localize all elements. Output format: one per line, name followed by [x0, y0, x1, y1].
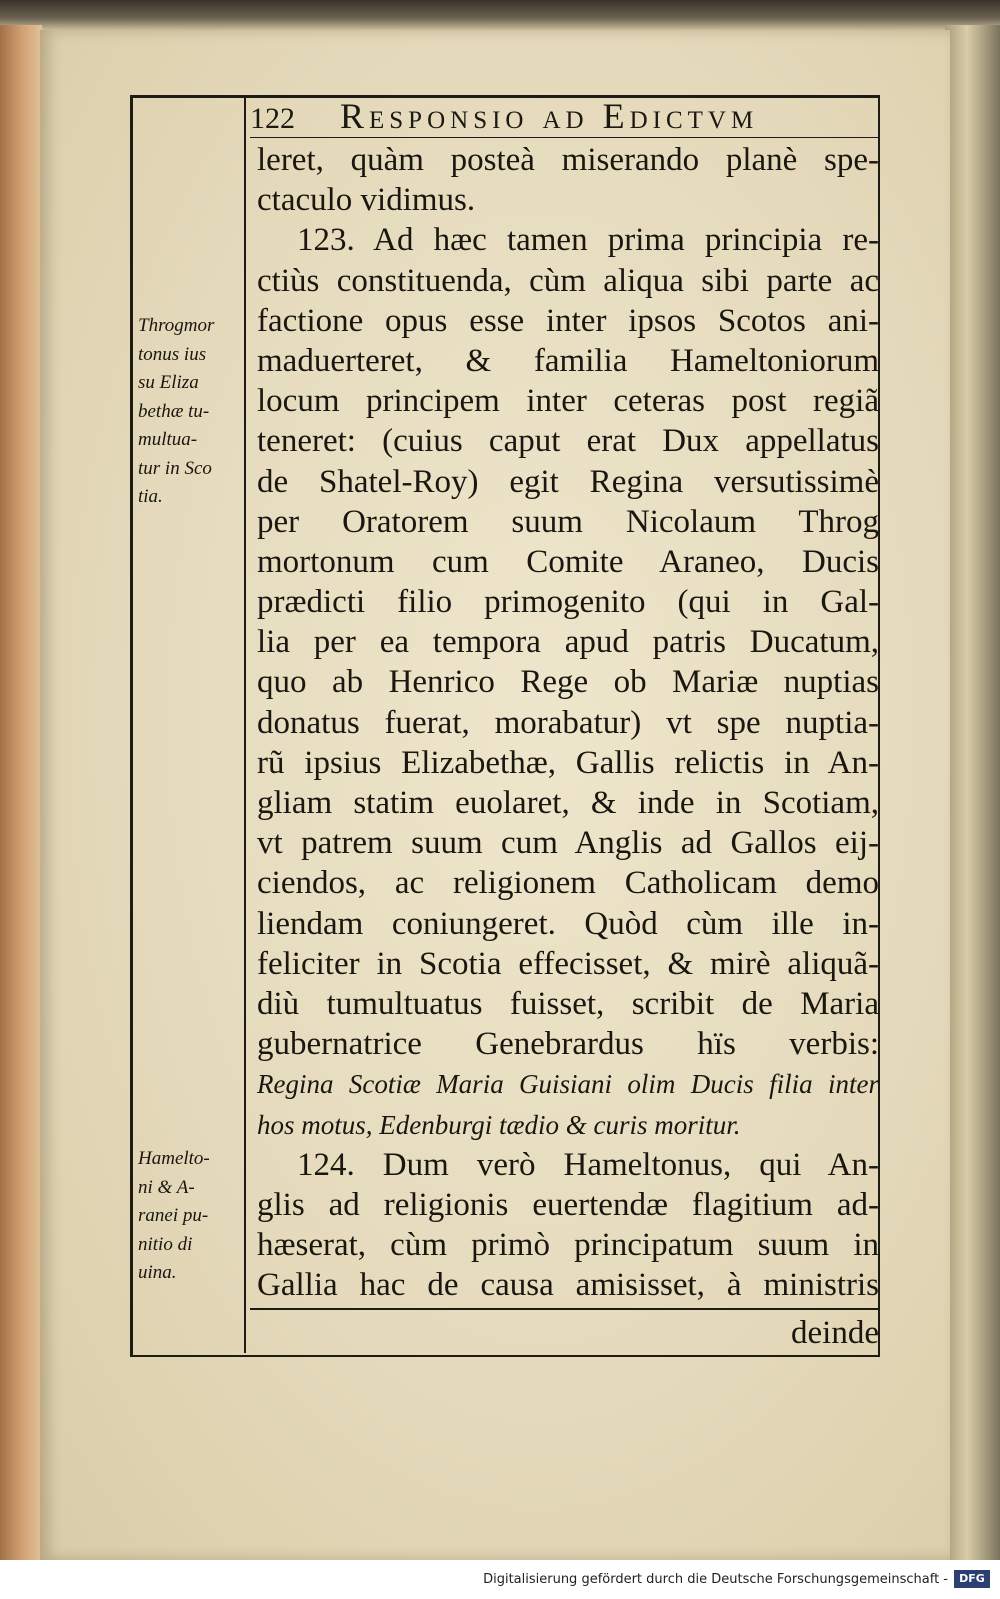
text-line: donatus fuerat, morabatur) vt spe nuptia- — [257, 704, 879, 741]
text-line: liendam coniungeret. Quòd cùm ille in- — [257, 905, 879, 942]
margin-note-line: tur in Sco — [138, 457, 212, 479]
book-spine — [0, 25, 42, 1560]
text-line: diù tumultuatus fuisset, scribit de Maria — [257, 985, 879, 1022]
margin-note-line: bethæ tu- — [138, 400, 210, 422]
frame-left-rule — [130, 95, 133, 1355]
text-line: vt patrem suum cum Anglis ad Gallos eij- — [257, 825, 879, 862]
text-line: quo ab Henrico Rege ob Mariæ nuptias — [257, 664, 879, 701]
margin-note-line: Hamelto- — [138, 1148, 210, 1169]
margin-note-line: uina. — [138, 1262, 177, 1283]
dfg-logo: DFG — [954, 1570, 990, 1588]
text-line: feliciter in Scotia effecisset, & mirè aliquã- — [257, 945, 879, 982]
text-line: 124. Dum verò Hameltonus, qui An- — [297, 1146, 879, 1183]
page-number: 122 — [250, 102, 295, 135]
frame-header-rule — [250, 137, 880, 138]
text-line: teneret: (cuius caput erat Dux appellatus — [257, 423, 879, 460]
margin-note-line: su Eliza — [138, 372, 199, 393]
margin-note-line: Throgmor — [138, 315, 215, 336]
text-line: hæserat, cùm primò principatum suum in — [257, 1227, 879, 1264]
margin-note-line: ranei pu- — [138, 1205, 209, 1226]
text-line: maduerteret, & familia Hameltoniorum — [257, 342, 879, 379]
text-line: glis ad religionis euertendæ flagitium ad- — [257, 1186, 879, 1223]
frame-bottom-rule — [130, 1355, 880, 1357]
italic-quote-line: Regina Scotiæ Maria Guisiani olim Ducis filia inter — [257, 1069, 879, 1100]
margin-note-line: tia. — [138, 486, 163, 507]
text-line: ciendos, ac religionem Catholicam demo — [257, 865, 879, 902]
body-text — [257, 140, 879, 1354]
margin-note-throgmorton — [138, 312, 248, 512]
text-line: mortonum cum Comite Araneo, Ducis — [257, 543, 879, 580]
text-line: gliam statim euolaret, & inde in Scotiam, — [257, 785, 879, 821]
book-top-edge — [0, 0, 1000, 30]
margin-note-line: nitio di — [138, 1233, 193, 1255]
text-line: de Shatel-Roy) egit Regina versutissimè — [257, 463, 879, 500]
text-line: gubernatrice Genebrardus hïs verbis: — [257, 1026, 879, 1063]
text-line: leret, quàm posteà miserando planè spe- — [257, 142, 879, 178]
margin-note-line: multua- — [138, 429, 198, 450]
italic-quote-line: hos motus, Edenburgi tædio & curis moritur. — [257, 1109, 741, 1140]
text-line: lia per ea tempora apud patris Ducatum, — [257, 624, 879, 661]
catchword: deinde — [791, 1315, 879, 1352]
text-line: factione opus esse inter ipsos Scotos ani- — [257, 302, 879, 339]
text-line: Gallia hac de causa amisisset, à ministris — [257, 1267, 879, 1304]
margin-note-line: ni & A- — [138, 1176, 195, 1198]
text-line: 123. Ad hæc tamen prima principia re- — [297, 222, 879, 259]
text-line: rũ ipsius Elizabethæ, Gallis relictis in An- — [257, 744, 879, 781]
book-page-edges — [945, 25, 1000, 1560]
text-line: per Oratorem suum Nicolaum Throg — [257, 503, 879, 540]
text-line: ctiùs constituenda, cùm aliqua sibi parte ac — [257, 262, 879, 299]
footer-bar — [0, 1560, 1000, 1599]
footer-credit: Digitalisierung gefördert durch die Deutsche Forschungsgemeinschaft - — [483, 1572, 948, 1587]
text-line: ctaculo vidimus. — [257, 182, 476, 219]
margin-note-line: tonus ius — [138, 343, 207, 365]
text-line: locum principem inter ceteras post regiã — [257, 383, 879, 420]
running-title: Responsio ad Edictvm — [340, 96, 759, 136]
margin-note-hameltoni — [138, 1145, 248, 1288]
text-line: prædicti filio primogenito (qui in Gal- — [257, 584, 879, 621]
